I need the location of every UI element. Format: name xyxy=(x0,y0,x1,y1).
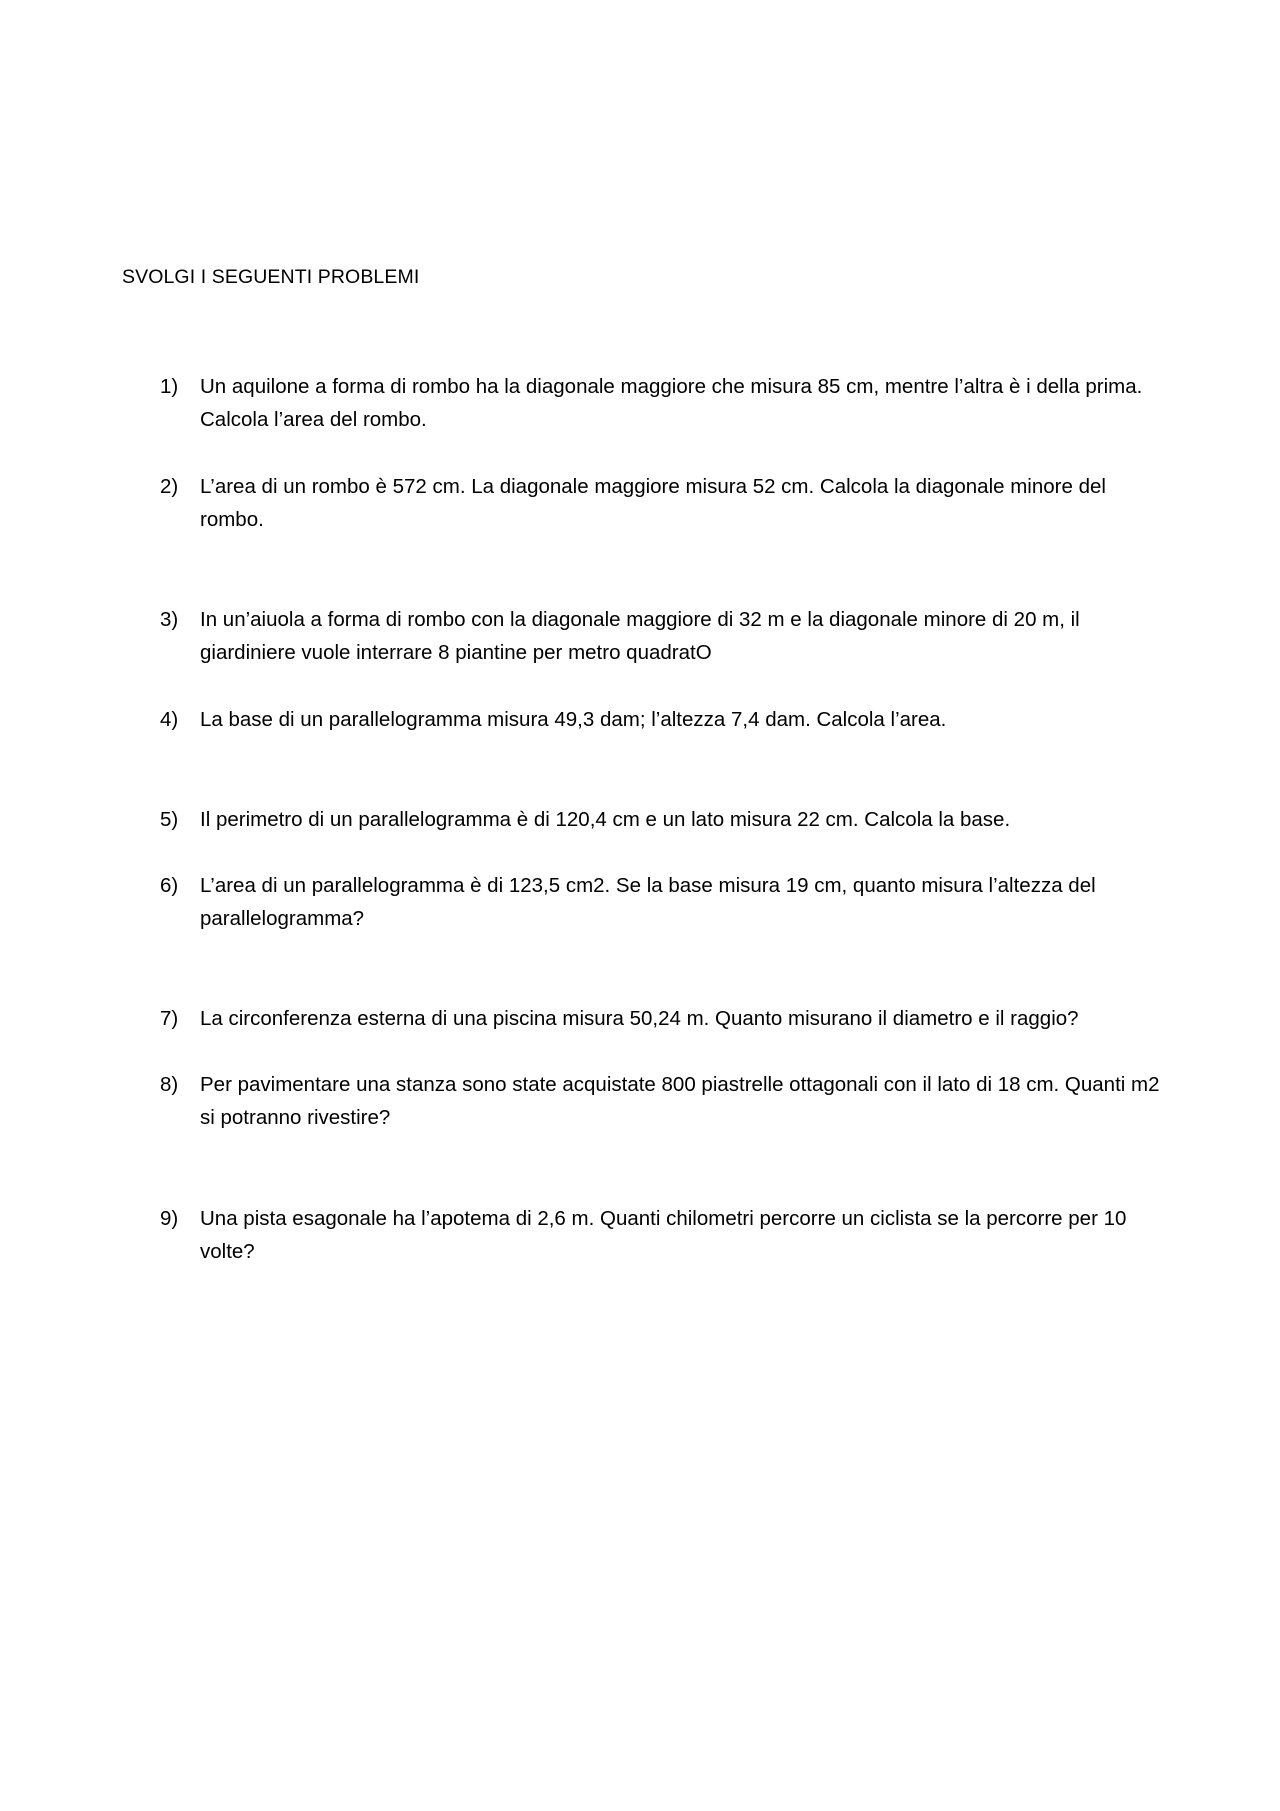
problem-number: 1) xyxy=(160,375,179,398)
problem-number: 7) xyxy=(160,1007,179,1030)
problem-number: 3) xyxy=(160,608,179,631)
problem-item xyxy=(160,1202,1170,1268)
problem-text: La base di un parallelogramma misura 49,3 dam; l’altezza 7,4 dam. Calcola l’area. xyxy=(200,708,947,731)
problem-number: 9) xyxy=(160,1207,179,1230)
problem-text: Un aquilone a forma di rombo ha la diagonale maggiore che misura 85 cm, mentre l’altra è i della prima. Calcola l’area del rombo. xyxy=(200,375,1143,431)
problem-item xyxy=(160,803,1170,836)
problem-item xyxy=(160,1068,1170,1134)
problem-text: L’area di un rombo è 572 cm. La diagonale maggiore misura 52 cm. Calcola la diagonale minore del rombo. xyxy=(200,475,1106,531)
problem-text: Una pista esagonale ha l’apotema di 2,6 m. Quanti chilometri percorre un ciclista se la percorre per 10 volte? xyxy=(200,1207,1127,1263)
problem-text: Per pavimentare una stanza sono state acquistate 800 piastrelle ottagonali con il lato di 18 cm. Quanti m2 si potranno rivestire? xyxy=(200,1073,1160,1129)
problem-item xyxy=(160,603,1170,669)
problem-number: 5) xyxy=(160,808,179,831)
problem-number: 4) xyxy=(160,708,179,731)
problem-text: Il perimetro di un parallelogramma è di 120,4 cm e un lato misura 22 cm. Calcola la base. xyxy=(200,808,1011,831)
problem-item xyxy=(160,703,1170,736)
problem-item xyxy=(160,869,1170,935)
problem-item xyxy=(160,470,1170,536)
page-title: SVOLGI I SEGUENTI PROBLEMI xyxy=(122,266,420,288)
problem-item xyxy=(160,370,1170,436)
problem-number: 2) xyxy=(160,475,179,498)
problem-text: La circonferenza esterna di una piscina misura 50,24 m. Quanto misurano il diametro e il raggio? xyxy=(200,1007,1079,1030)
problem-number: 6) xyxy=(160,874,179,897)
problem-item xyxy=(160,1002,1170,1035)
problem-text: In un’aiuola a forma di rombo con la diagonale maggiore di 32 m e la diagonale minore di 20 m, il giardiniere vuole interrare 8 piantine per metro quadratO xyxy=(200,608,1080,664)
problem-number: 8) xyxy=(160,1073,179,1096)
problem-text: L’area di un parallelogramma è di 123,5 cm2. Se la base misura 19 cm, quanto misura l’altezza del parallelogramma? xyxy=(200,874,1096,930)
